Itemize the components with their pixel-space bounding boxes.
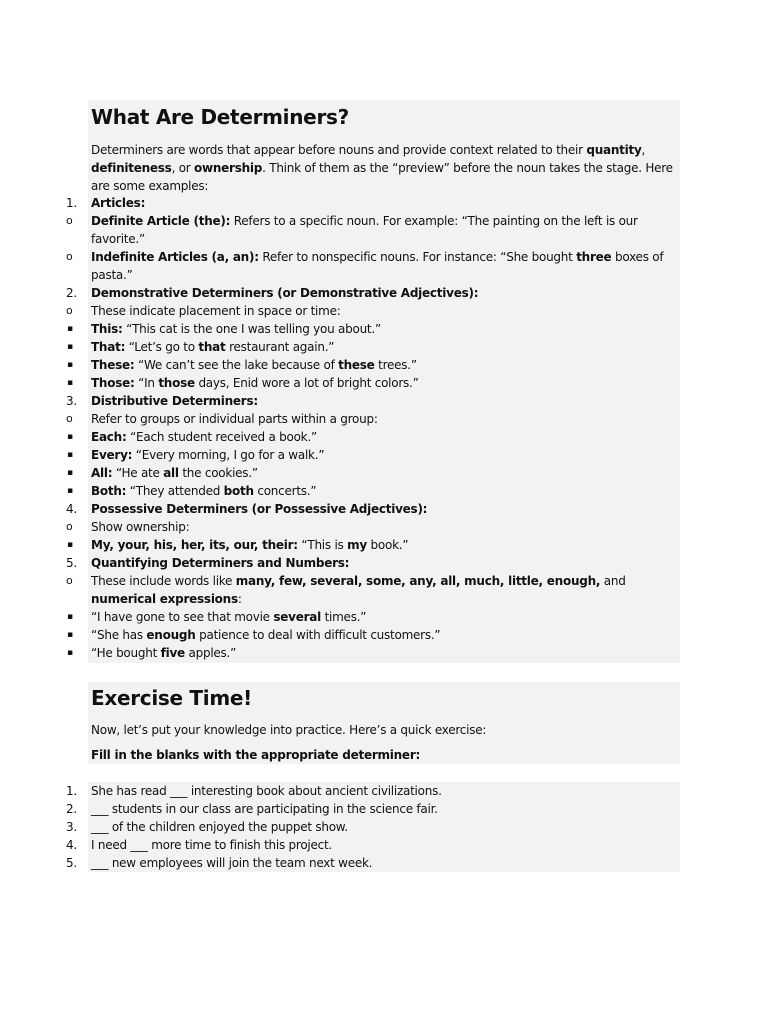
list-item-bold: three (576, 250, 612, 264)
list-item-text: : (237, 592, 242, 606)
list-item-text (91, 500, 673, 518)
list-item-bold: Possessive Determiners (or Possessive Adjectives): (91, 502, 428, 516)
list-item-bold: Both: (91, 484, 127, 498)
list-item-bold: Articles: (91, 196, 146, 210)
list-item-text: “We can’t see the lake because of (134, 358, 339, 372)
list-item-bold: enough (146, 628, 196, 642)
list-item-text (91, 536, 673, 554)
exercise-number: 3. (66, 820, 77, 834)
exercise-text: ___ of the children enjoyed the puppet show. (91, 820, 348, 834)
list-item-bold: those (158, 376, 195, 390)
square-bullet-icon: ▪ (67, 630, 73, 640)
square-bullet-icon: ▪ (67, 648, 73, 658)
list-item-bold: many, few, several, some, any, all, much, little, enough, (235, 574, 601, 588)
list-item-bold: That: (91, 340, 126, 354)
list-item-text (91, 626, 673, 644)
list-item-text (91, 518, 673, 536)
list-item-text (91, 410, 673, 428)
list-item-bold: This: (91, 322, 123, 336)
intro-paragraph (91, 141, 676, 195)
list-item-bold: Distributive Determiners: (91, 394, 258, 408)
intro-bold: definiteness (91, 161, 172, 175)
exercise-title: Exercise Time! (91, 686, 252, 710)
list-item-bold: that (198, 340, 226, 354)
list-item-text: “Every morning, I go for a walk.” (132, 448, 325, 462)
list-item-text (91, 572, 673, 608)
list-item-text: “In (134, 376, 159, 390)
list-item-text: the cookies.” (178, 466, 258, 480)
square-bullet-icon: ▪ (67, 378, 73, 388)
intro-bold: quantity (586, 143, 642, 157)
list-number: 3. (66, 394, 77, 408)
square-bullet-icon: ▪ (67, 360, 73, 370)
exercise-number: 2. (66, 802, 77, 816)
list-item-text: days, Enid wore a lot of bright colors.” (194, 376, 419, 390)
exercise-number: 4. (66, 838, 77, 852)
square-bullet-icon: ▪ (67, 468, 73, 478)
exercise-number: 5. (66, 856, 77, 870)
circle-bullet-icon: o (66, 574, 73, 587)
intro-text: . Think of them as the “preview” before the noun takes the stage. Here are some examples: (91, 161, 673, 193)
list-item-text: “This is (297, 538, 348, 552)
list-number: 2. (66, 286, 77, 300)
list-item-bold: Definite Article (the): (91, 214, 231, 228)
list-item-text (91, 302, 673, 320)
list-item-text (91, 248, 673, 284)
list-item-text: “He bought (91, 646, 161, 660)
list-item-text (91, 212, 673, 248)
exercise-text: ___ students in our class are participating in the science fair. (91, 802, 438, 816)
list-item-bold: Those: (91, 376, 135, 390)
list-item-bold: My, your, his, her, its, our, their: (91, 538, 298, 552)
list-item-bold: Demonstrative Determiners (or Demonstrative Adjectives): (91, 286, 479, 300)
list-item-text (91, 194, 673, 212)
list-item-bold: Every: (91, 448, 133, 462)
list-number: 5. (66, 556, 77, 570)
list-item-text: Refer to groups or individual parts within a group: (91, 412, 378, 426)
exercise-text: I need ___ more time to finish this project. (91, 838, 332, 852)
list-item-bold: Each: (91, 430, 127, 444)
square-bullet-icon: ▪ (67, 432, 73, 442)
list-item-bold: five (160, 646, 185, 660)
list-item-bold: Indefinite Articles (a, an): (91, 250, 259, 264)
square-bullet-icon: ▪ (67, 342, 73, 352)
list-item-bold: All: (91, 466, 113, 480)
list-item-text (91, 320, 673, 338)
list-item-text: “She has (91, 628, 147, 642)
list-item-text (91, 464, 673, 482)
exercise-intro: Now, let’s put your knowledge into practice. Here’s a quick exercise: (91, 723, 487, 737)
list-item-bold: these (338, 358, 375, 372)
section-title: What Are Determiners? (91, 105, 349, 129)
exercise-text: ___ new employees will join the team next week. (91, 856, 373, 870)
intro-text: , (641, 143, 646, 157)
list-item-text: apples.” (184, 646, 237, 660)
list-item-text (91, 446, 673, 464)
list-item-text: and (600, 574, 626, 588)
list-item-bold: These: (91, 358, 135, 372)
list-number: 1. (66, 196, 77, 210)
list-item-text: “This cat is the one I was telling you about.” (122, 322, 381, 336)
list-item-text: book.” (366, 538, 409, 552)
list-item-text: Show ownership: (91, 520, 190, 534)
list-item-text: boxes of pasta.” (91, 250, 664, 282)
list-item-text: These indicate placement in space or time: (91, 304, 341, 318)
intro-text: , or (171, 161, 195, 175)
list-item-text: These include words like (91, 574, 236, 588)
list-item-text: restaurant again.” (225, 340, 335, 354)
list-item-text: “They attended (126, 484, 224, 498)
circle-bullet-icon: o (66, 250, 73, 263)
list-item-text (91, 338, 673, 356)
list-item-text (91, 284, 673, 302)
exercise-instruction: Fill in the blanks with the appropriate determiner: (91, 748, 421, 762)
list-item-text (91, 392, 673, 410)
circle-bullet-icon: o (66, 412, 73, 425)
list-item-text: “Let’s go to (125, 340, 199, 354)
exercise-number: 1. (66, 784, 77, 798)
list-item-text (91, 608, 673, 626)
list-item-text: “He ate (112, 466, 164, 480)
list-item-text: concerts.” (253, 484, 317, 498)
list-item-text (91, 374, 673, 392)
list-item-text: Refer to nonspecific nouns. For instance: “She bought (258, 250, 577, 264)
square-bullet-icon: ▪ (67, 540, 73, 550)
list-item-text (91, 554, 673, 572)
list-item-bold: several (273, 610, 322, 624)
list-item-bold: Quantifying Determiners and Numbers: (91, 556, 350, 570)
circle-bullet-icon: o (66, 520, 73, 533)
circle-bullet-icon: o (66, 304, 73, 317)
list-item-text: patience to deal with difficult customers.” (195, 628, 441, 642)
list-item-text (91, 428, 673, 446)
list-item-text: trees.” (374, 358, 417, 372)
square-bullet-icon: ▪ (67, 486, 73, 496)
list-item-text: “Each student received a book.” (126, 430, 317, 444)
list-item-text: times.” (321, 610, 367, 624)
square-bullet-icon: ▪ (67, 612, 73, 622)
list-item-text (91, 482, 673, 500)
square-bullet-icon: ▪ (67, 450, 73, 460)
list-number: 4. (66, 502, 77, 516)
list-item-text (91, 356, 673, 374)
list-item-text: Refers to a specific noun. For example: “The painting on the left is our favorite.” (91, 214, 638, 246)
list-item-text: “I have gone to see that movie (91, 610, 274, 624)
intro-text: Determiners are words that appear before nouns and provide context related to their (91, 143, 587, 157)
list-item-text (91, 644, 673, 662)
square-bullet-icon: ▪ (67, 324, 73, 334)
list-item-bold: numerical expressions (91, 592, 238, 606)
list-item-bold: my (347, 538, 367, 552)
list-item-bold: both (223, 484, 254, 498)
circle-bullet-icon: o (66, 214, 73, 227)
intro-bold: ownership (194, 161, 263, 175)
list-item-bold: all (163, 466, 179, 480)
exercise-text: She has read ___ interesting book about ancient civilizations. (91, 784, 442, 798)
